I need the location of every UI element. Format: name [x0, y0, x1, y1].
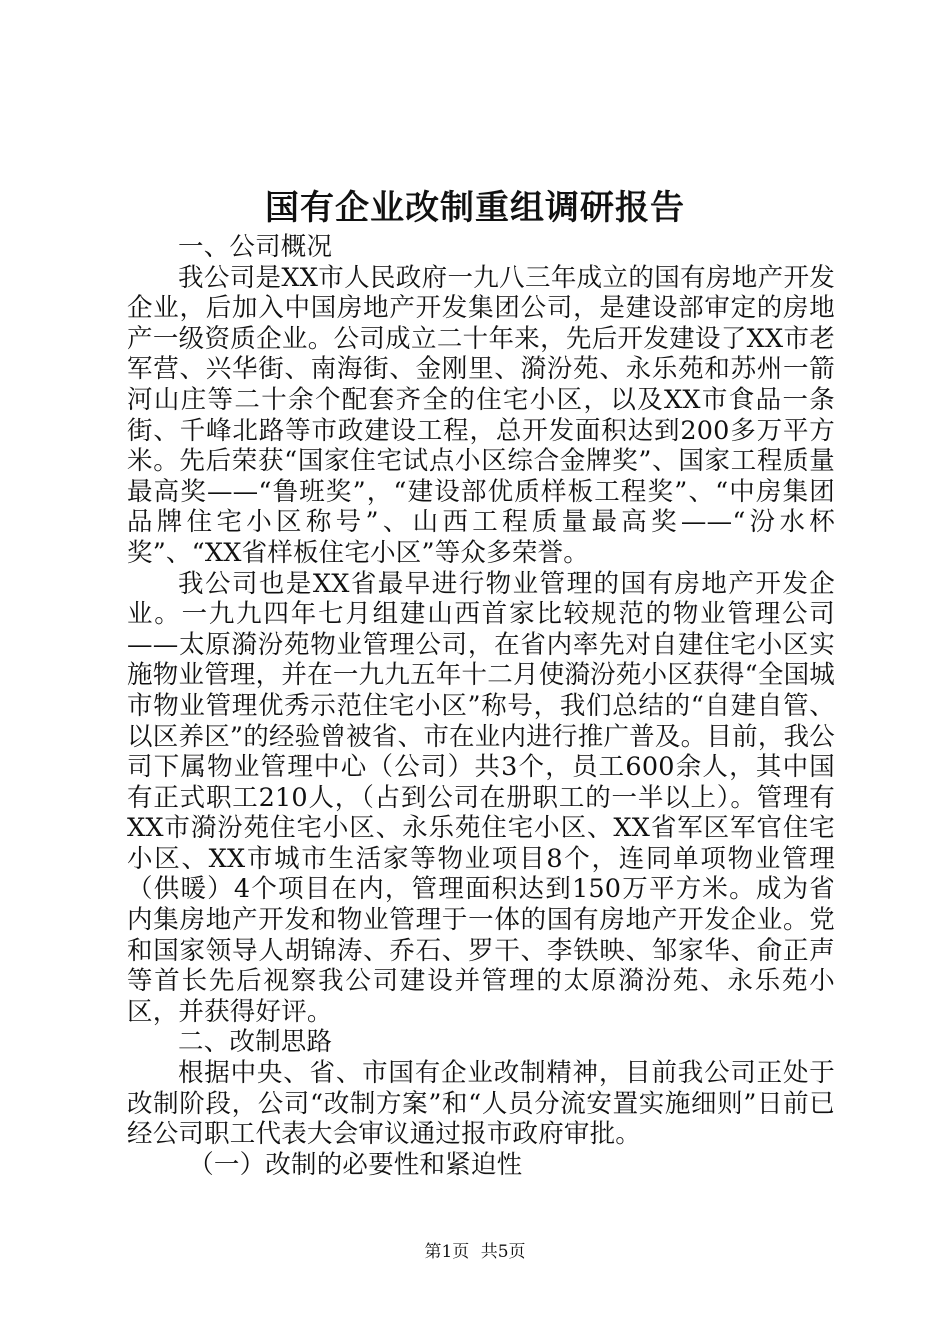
document-title: 国有企业改制重组调研报告	[265, 188, 685, 228]
paragraph-reform-status: 根据中央、省、市国有企业改制精神，目前我公司正处于改制阶段，公司“改制方案”和“人员分流安置实施细则”日前已经公司职工代表大会审议通过报市政府审批。	[127, 1058, 835, 1150]
section-heading-reform-approach: 二、改制思路	[178, 1027, 333, 1058]
section-heading-company-overview: 一、公司概况	[178, 232, 333, 262]
paragraph-property-management: 我公司也是XX省最早进行物业管理的国有房地产开发企业。一九九四年七月组建山西首家比较规范的物业管理公司——太原漪汾苑物业管理公司，在省内率先对自建住宅小区实施物业管理，并在一九九五年十二月使漪汾苑小区获得“全国城市物业管理优秀示范住宅小区”称号，我们总结的“自建自管、以区养区”的经验曾被省、市在业内进行推广普及。目前，我公司下属物业管理中心（公司）共3个，员工600余人，其中国有正式职工210人，（占到公司在册职工的一半以上）。管理有XX市漪汾苑住宅小区、永乐苑住宅小区、XX省军区军官住宅小区、XX市城市生活家等物业项目8个，连同单项物业管理（供暖）4个项目在内，管理面积达到150万平方米。成为省内集房地产开发和物业管理于一体的国有房地产开发企业。党和国家领导人胡锦涛、乔石、罗干、李铁映、邹家华、俞正声等首长先后视察我公司建设并管理的太原漪汾苑、永乐苑小区，并获得好评。	[127, 568, 835, 1027]
paragraph-company-intro: 我公司是XX市人民政府一九八三年成立的国有房地产开发企业，后加入中国房地产开发集团公司，是建设部审定的房地产一级资质企业。公司成立二十年来，先后开发建设了XX市老军营、兴华街、南海街、金刚里、漪汾苑、永乐苑和苏州一箭河山庄等二十余个配套齐全的住宅小区，以及XX市食品一条街、千峰北路等市政建设工程，总开发面积达到200多万平方米。先后荣获“国家住宅试点小区综合金牌奖”、国家工程质量最高奖——“鲁班奖”，“建设部优质样板工程奖”、“中房集团品牌住宅小区称号”、山西工程质量最高奖——“汾水杯奖”、“XX省样板住宅小区”等众多荣誉。	[127, 262, 835, 568]
page-footer: 第1页 共5页	[424, 1242, 526, 1262]
subsection-heading-necessity: （一）改制的必要性和紧迫性	[188, 1149, 523, 1180]
document-body	[127, 232, 835, 1180]
